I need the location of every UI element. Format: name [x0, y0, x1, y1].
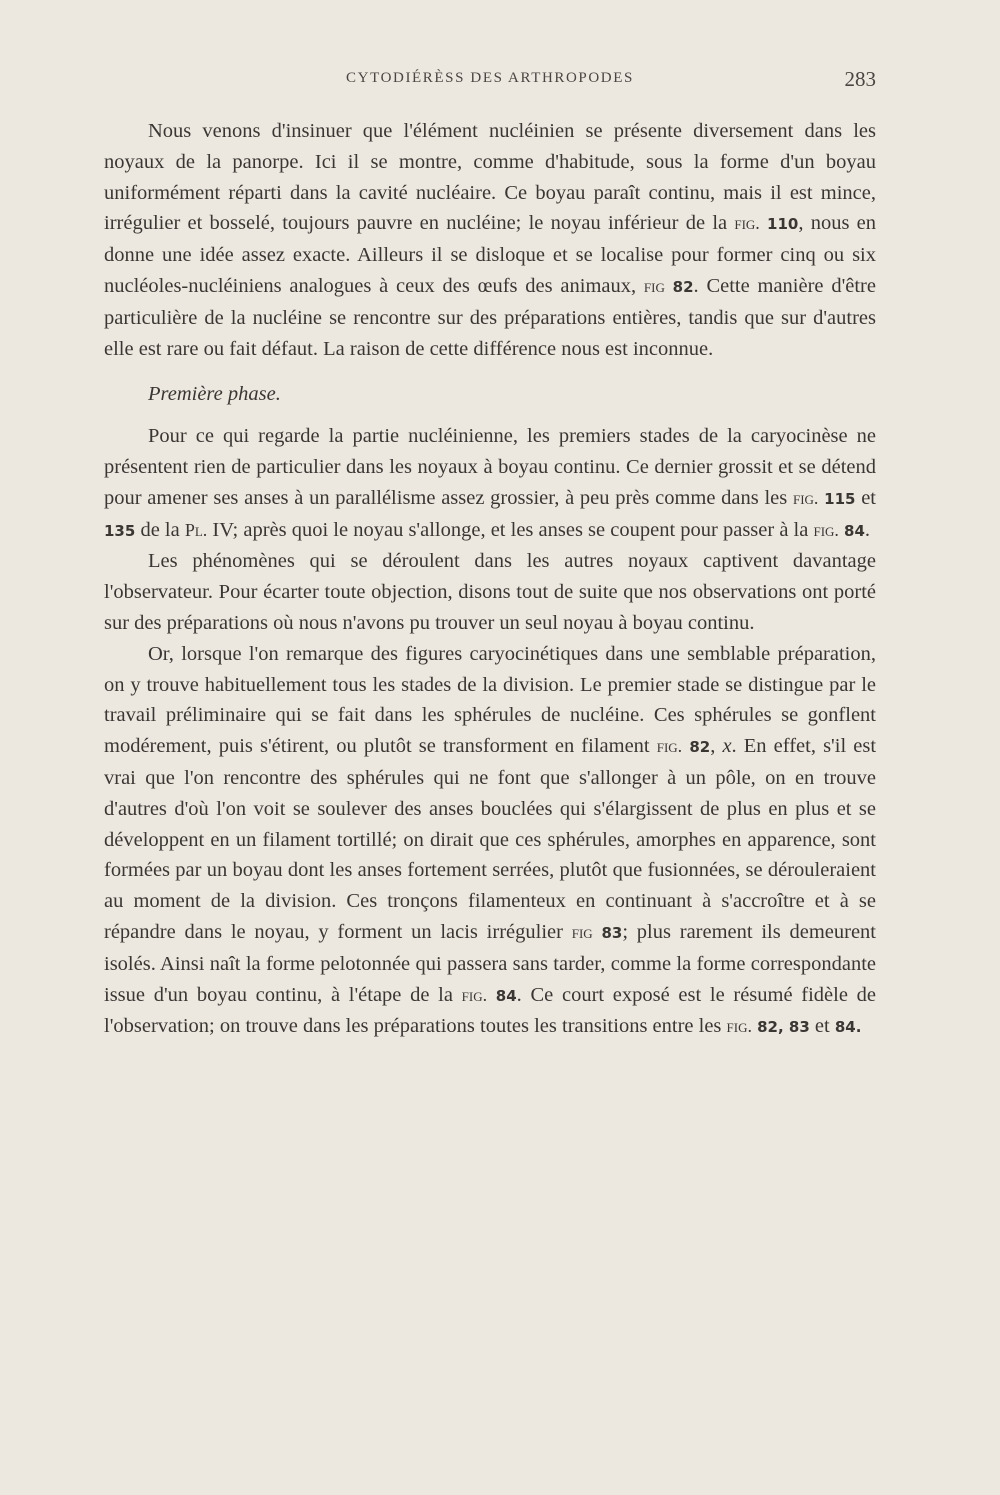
text-run: ; plus rarement ils demeurent isolés. Ainsi naît la forme pelotonnée qui passera sans tarder, comme la forme correspondante issue d'un boyau continu, à l'étape de la [104, 920, 877, 1006]
figure-ref: fig. [656, 736, 683, 757]
text-run: . Cette manière d'être particulière de la nucléine se rencontre sur des préparations entières, tandis que sur d'autres elle est rare ou fait défaut. La raison de cette différence nous est inconnue. [104, 274, 876, 360]
figure-number: 82 [672, 277, 694, 296]
figure-number: 83 [788, 1018, 810, 1037]
text-run: de la [135, 518, 185, 541]
paragraph-1 [104, 116, 876, 364]
figure-ref: fig. [726, 1016, 752, 1037]
plate-ref: Pl. [184, 519, 208, 540]
text-run: et [855, 486, 877, 509]
figure-ref: fig. [461, 984, 488, 1005]
text-run: . [864, 518, 871, 541]
text-run: , nous en donne une idée assez exacte. Ailleurs il se disloque et se localise pour former cinq ou six nucléoles-nucléiniens analogues à ceux des œufs des animaux, [104, 212, 877, 297]
figure-number: 84 [844, 521, 865, 540]
figure-ref: fig. [792, 487, 819, 508]
variable-x: x [722, 735, 732, 758]
page-header [104, 67, 876, 96]
figure-number: 84 [495, 986, 517, 1005]
body-text [104, 116, 876, 1043]
text-run: Or, lorsque l'on remarque des figures caryocinétiques dans une semblable préparation, on y trouve habituellement tous les stades de la division. Le premier stade se distingue par le travail préliminaire qui se fait dans les sphérules de nucléine. Ces sphérules se gonflent modérement, puis s'étirent, ou plutôt se transforment en filament [104, 642, 876, 758]
paragraph-4 [104, 639, 876, 1043]
paragraph-3 [104, 546, 876, 638]
figure-ref: fig [643, 275, 665, 296]
figure-number: 83 [601, 923, 623, 942]
section-heading: Première phase. [148, 383, 281, 406]
figure-number: 135 [104, 521, 136, 540]
text-run: IV; après quoi le noyau s'allonge, et les anses se coupent pour passer à la [207, 518, 814, 541]
text-run: Les phénomènes qui se déroulent dans les autres noyaux captivent davantage l'observateur. Pour écarter toute objection, disons tout de suite que nos observations ont porté sur des préparations où nous n'avons pu trouver un seul noyau à boyau continu. [104, 550, 876, 634]
text-run: et [809, 1015, 835, 1038]
figure-ref: fig. [734, 213, 760, 234]
figure-number: 82 [757, 1018, 778, 1037]
figure-number: 82 [689, 738, 711, 757]
figure-number: 115 [824, 489, 856, 508]
figure-number: 84 [834, 1018, 856, 1037]
text-run: . [855, 1018, 862, 1037]
text-run: , [710, 735, 723, 758]
figure-ref: fig [571, 921, 593, 942]
paragraph-2 [104, 421, 876, 546]
text-run: Nous venons d'insinuer que l'élément nucléinien se présente diversement dans les noyaux de la panorpe. Ici il se montre, comme d'habitude, sous la forme d'un boyau uniformément réparti dans la cavité nucléaire. Ce boyau paraît continu, mais il est mince, irrégulier et bosselé, toujours pauvre en nucléine; le noyau inférieur de la [104, 120, 876, 235]
running-head: CYTODIÉRÈSS DES ARTHROPODES [346, 70, 634, 86]
text-run: , [778, 1018, 789, 1037]
figure-ref: fig. [813, 519, 839, 540]
text-run: . En effet, s'il est vrai que l'on rencontre des sphérules qui ne font que s'allonger à un pôle, on en trouve d'autres d'où l'on voit se soulever des anses bouclées qui s'élargissent de plus en plus et se développent en un filament tortillé; on dirait que ces sphérules, amorphes en apparence, sont formées par un boyau dont les anses fortement serrées, plutôt que fusionnées, se dérouleraient au moment de la division. Ces tronçons filamenteux en continuant à s'accroître et à se répandre dans le noyau, y forment un lacis irrégulier [104, 735, 877, 943]
text-run: Pour ce qui regarde la partie nucléinienne, les premiers stades de la caryocinèse ne présentent rien de particulier dans les noyaux à boyau continu. Ce dernier grossit et se détend pour amener ses anses à un parallélisme assez grossier, à peu près comme dans les [104, 425, 876, 509]
figure-number: 110 [767, 215, 799, 234]
page-number: 283 [844, 67, 876, 91]
text-run: . Ce court exposé est le résumé fidèle de l'observation; on trouve dans les préparations toutes les transitions entre les [104, 983, 876, 1038]
